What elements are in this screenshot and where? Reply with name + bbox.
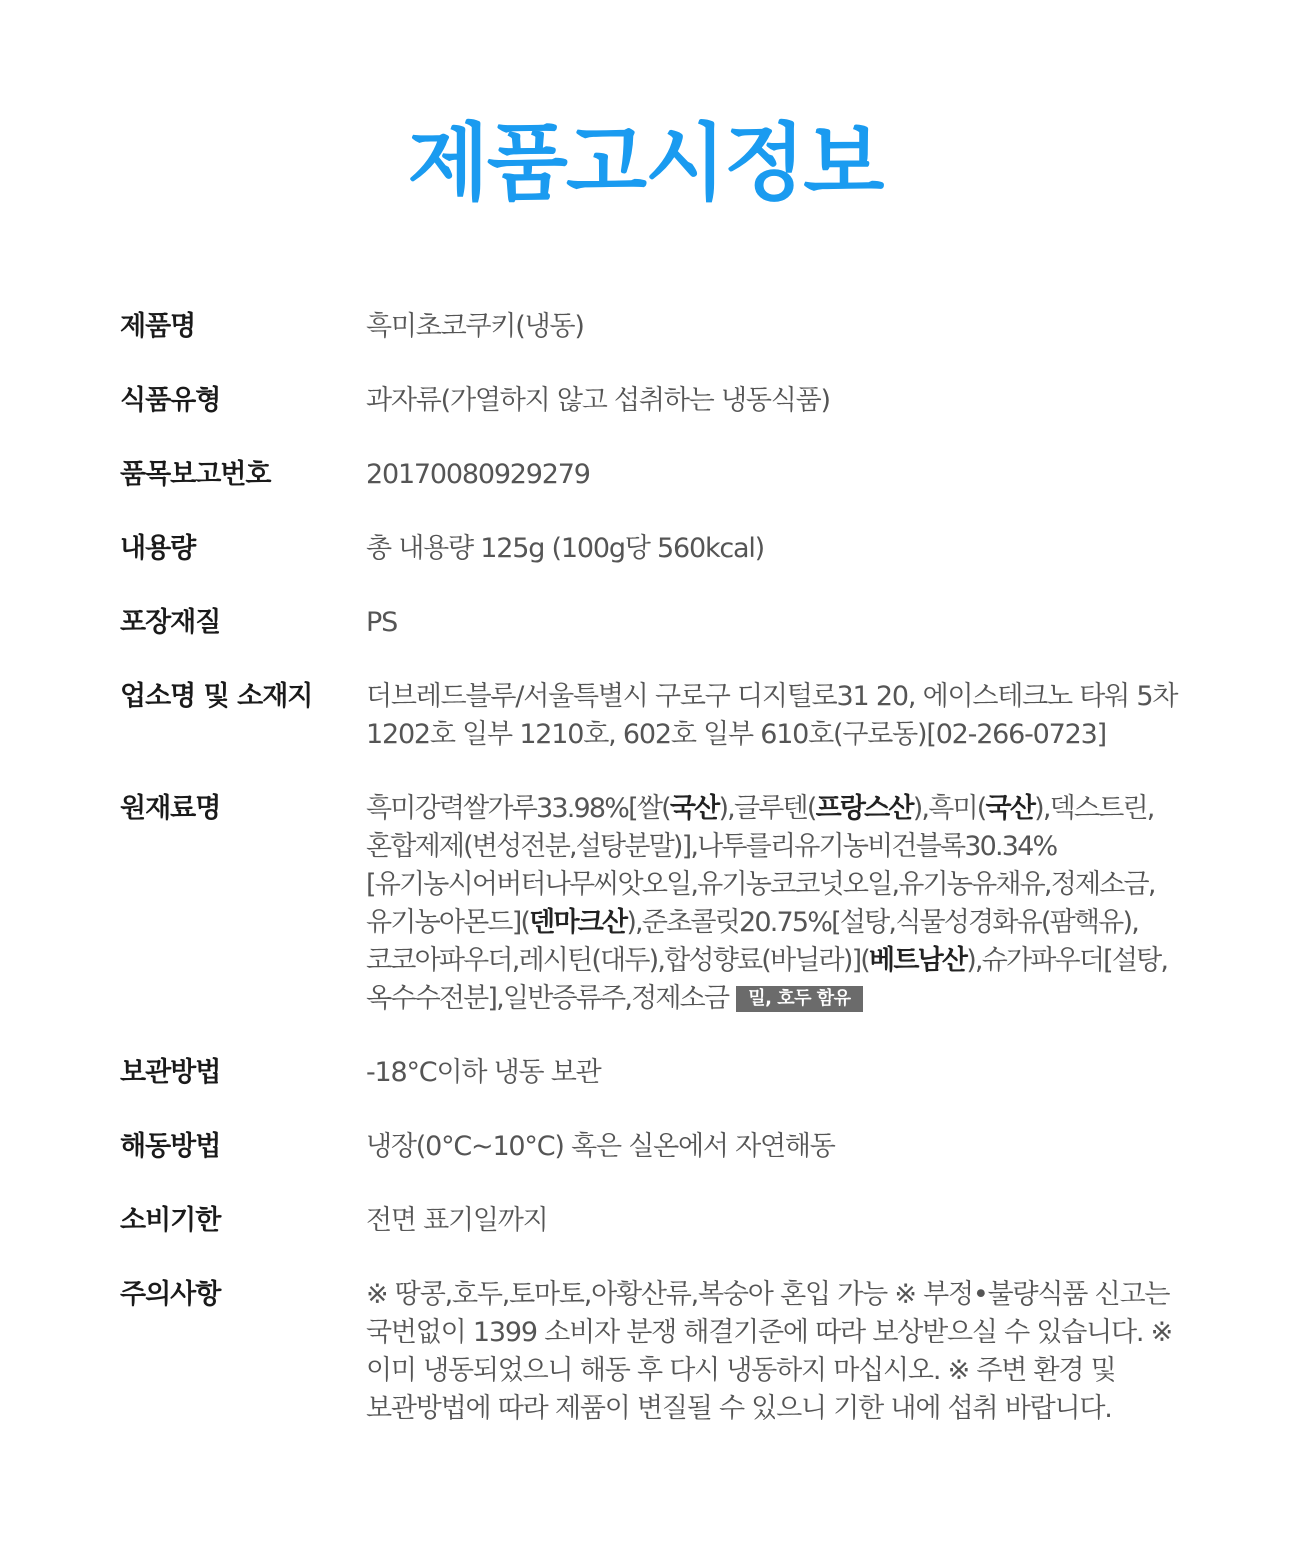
ingredients-text: ),흑미( [912, 793, 986, 824]
row-label: 업소명 및 소재지 [120, 681, 313, 712]
page-title: 제품고시정보 [407, 114, 883, 212]
row-value: PS [366, 607, 398, 638]
row-packaging [120, 604, 1180, 642]
row-label: 원재료명 [120, 793, 221, 824]
row-label: 보관방법 [120, 1057, 221, 1088]
row-product-name [120, 308, 1180, 346]
row-storage [120, 1054, 1180, 1092]
allergen-badge: 밀, 호두 함유 [736, 986, 862, 1012]
ingredients-text: ),슈가파우더[설탕,옥수수전분],일반증류주,정제소금 [366, 945, 1168, 1014]
row-content-amount [120, 530, 1180, 568]
row-value: 총 내용량 125g (100g당 560kcal) [366, 533, 765, 564]
row-expiration [120, 1202, 1180, 1240]
row-value: -18°C이하 냉동 보관 [366, 1057, 601, 1088]
origin-text: 국산 [669, 793, 719, 824]
row-ingredients [120, 790, 1180, 1018]
row-label: 주의사항 [120, 1279, 221, 1310]
row-label: 해동방법 [120, 1131, 221, 1162]
row-value: 흑미초코쿠키(냉동) [366, 311, 584, 342]
origin-text: 국산 [985, 793, 1035, 824]
row-label: 제품명 [120, 311, 196, 342]
ingredients-value [366, 790, 1180, 1018]
product-info-table [120, 300, 1180, 1428]
row-value: 과자류(가열하지 않고 섭취하는 냉동식품) [366, 385, 830, 416]
row-value: ※ 땅콩,호두,토마토,아황산류,복숭아 혼입 가능 ※ 부정•불량식품 신고는 국번없이 1399 소비자 분쟁 해결기준에 따라 보상받으실 수 있습니다. ※ 이미 냉동되었으니 해동 후 다시 냉동하지 마십시오. ※ 주변 환경 및 보관방법에 따라 제품이 변질될 수 있으니 기한 내에 섭취 바랍니다. [366, 1279, 1173, 1424]
row-label: 내용량 [120, 533, 196, 564]
row-value: 20170080929279 [366, 459, 590, 490]
ingredients-text: 흑미강력쌀가루33.98%[쌀( [366, 793, 670, 824]
row-value: 전면 표기일까지 [366, 1205, 548, 1236]
ingredients-text: ),글루텐( [718, 793, 816, 824]
row-precautions [120, 1276, 1180, 1428]
row-thawing [120, 1128, 1180, 1166]
row-manufacturer-address [120, 678, 1180, 754]
row-value: 더브레드블루/서울특별시 구로구 디지털로31 20, 에이스테크노 타워 5차 1202호 일부 1210호, 602호 일부 610호(구로동)[02-266-0723] [366, 681, 1178, 750]
origin-text: 프랑스산 [815, 793, 913, 824]
ingredients-text: ),준초콜릿20.75%[설탕,식물성경화유(팜핵유),코코아파우더,레시틴(대두),합성향료(바닐라)]( [366, 907, 1138, 976]
row-label: 포장재질 [120, 607, 221, 638]
row-label: 소비기한 [120, 1205, 221, 1236]
row-report-number [120, 456, 1180, 494]
row-food-type [120, 382, 1180, 420]
row-label: 품목보고번호 [120, 459, 271, 490]
origin-text: 덴마크산 [529, 907, 627, 938]
origin-text: 베트남산 [869, 945, 967, 976]
row-value: 냉장(0°C~10°C) 혹은 실온에서 자연해동 [366, 1131, 835, 1162]
ingredients-text: ),덱스트린,혼합제제(변성전분,설탕분말)],나투를리유기농비건블록30.34%[유기농시어버터나무씨앗오일,유기농코코넛오일,유기농유채유,정제소금,유기농아몬드]( [366, 793, 1155, 938]
row-label: 식품유형 [120, 385, 221, 416]
